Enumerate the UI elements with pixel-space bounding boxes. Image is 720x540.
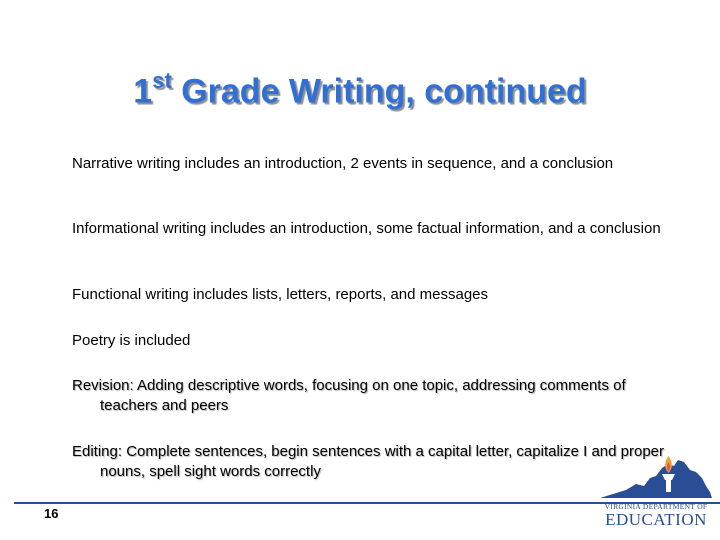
bullet-item: Revision: Adding descriptive words, focusing on one topic, addressing comments of teachers and peers [72, 377, 626, 414]
title-number: 1 [133, 72, 153, 111]
bullet-item: Informational writing includes an introduction, some factual information, and a conclusion [72, 220, 661, 237]
bullet-item: Functional writing includes lists, letters, reports, and messages [72, 286, 489, 303]
logo-line1: VIRGINIA DEPARTMENT OF [604, 502, 708, 511]
bullet-item: Editing: Complete sentences, begin sentences with a capital letter, capitalize I and proper nouns, spell sight words correctly [72, 443, 665, 480]
vdoe-logo [596, 450, 716, 536]
slide-title [0, 70, 720, 112]
title-text: Grade Writing, continued [171, 72, 587, 111]
bullet-item: Poetry is included [72, 332, 191, 349]
virginia-map-icon [598, 450, 714, 502]
bullet-item: Narrative writing includes an introduction, 2 events in sequence, and a conclusion [72, 155, 614, 172]
logo-line2: EDUCATION [605, 510, 707, 529]
page-number: 16 [44, 506, 59, 521]
title-superscript: st [152, 68, 172, 93]
